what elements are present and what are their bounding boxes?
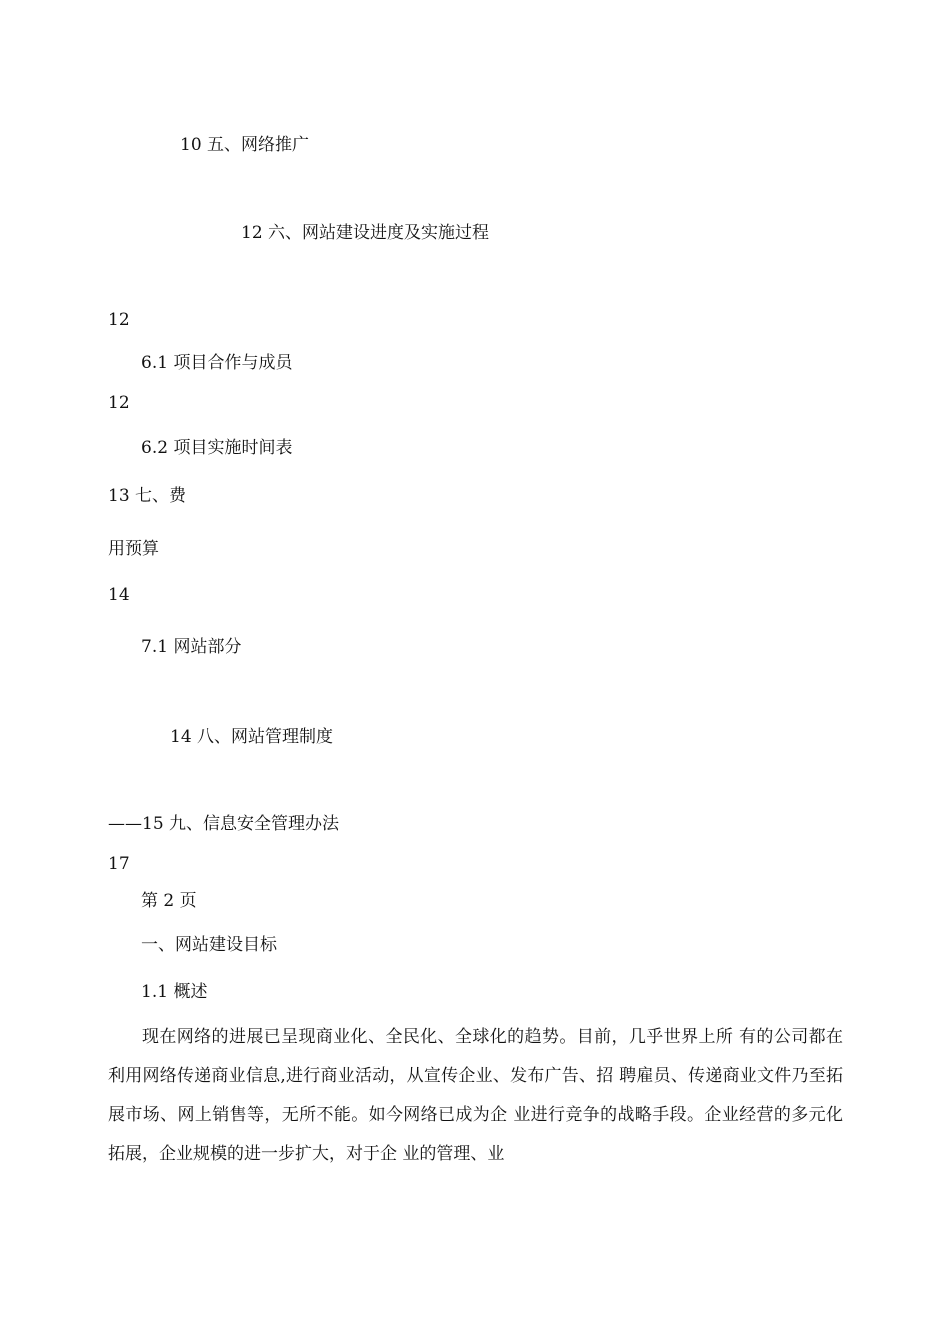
toc-page-number: 17 [108,854,130,874]
body-paragraph-container [108,1018,843,1174]
toc-entry-progress: 12 六、网站建设进度及实施过程 [241,223,490,243]
toc-entry-management: 14 八、网站管理制度 [170,727,334,747]
section-title: 一、网站建设目标 [141,935,277,955]
toc-page-number: 14 [108,585,130,605]
toc-entry-website-part: 7.1 网站部分 [141,637,242,657]
toc-entry-security: ——15 九、信息安全管理办法 [108,814,340,834]
toc-entry-schedule: 6.2 项目实施时间表 [141,438,293,458]
toc-entry-project-members: 6.1 项目合作与成员 [141,353,293,373]
subsection-title: 1.1 概述 [141,982,208,1002]
toc-entry-budget: 13 七、费 [108,486,187,506]
toc-page-number: 12 [108,393,130,413]
toc-entry-network-promotion: 10 五、网络推广 [180,135,310,155]
body-paragraph: 现在网络的进展已呈现商业化、全民化、全球化的趋势。目前，几乎世界上所 有的公司都在利用网络传递商业信息,进行商业活动，从宣传企业、发布广告、招 聘雇员、传递商业文件乃至拓展市场、网上销售等，无所不能。如今网络已成为企 业进行竞争的战略手段。企业经营的多元化拓展，企业规模的进一步扩大，对于企 业的管理、业 [108,1027,843,1164]
toc-entry-budget-cont: 用预算 [108,539,159,559]
toc-page-number: 12 [108,310,130,330]
page-label: 第 2 页 [141,891,197,911]
